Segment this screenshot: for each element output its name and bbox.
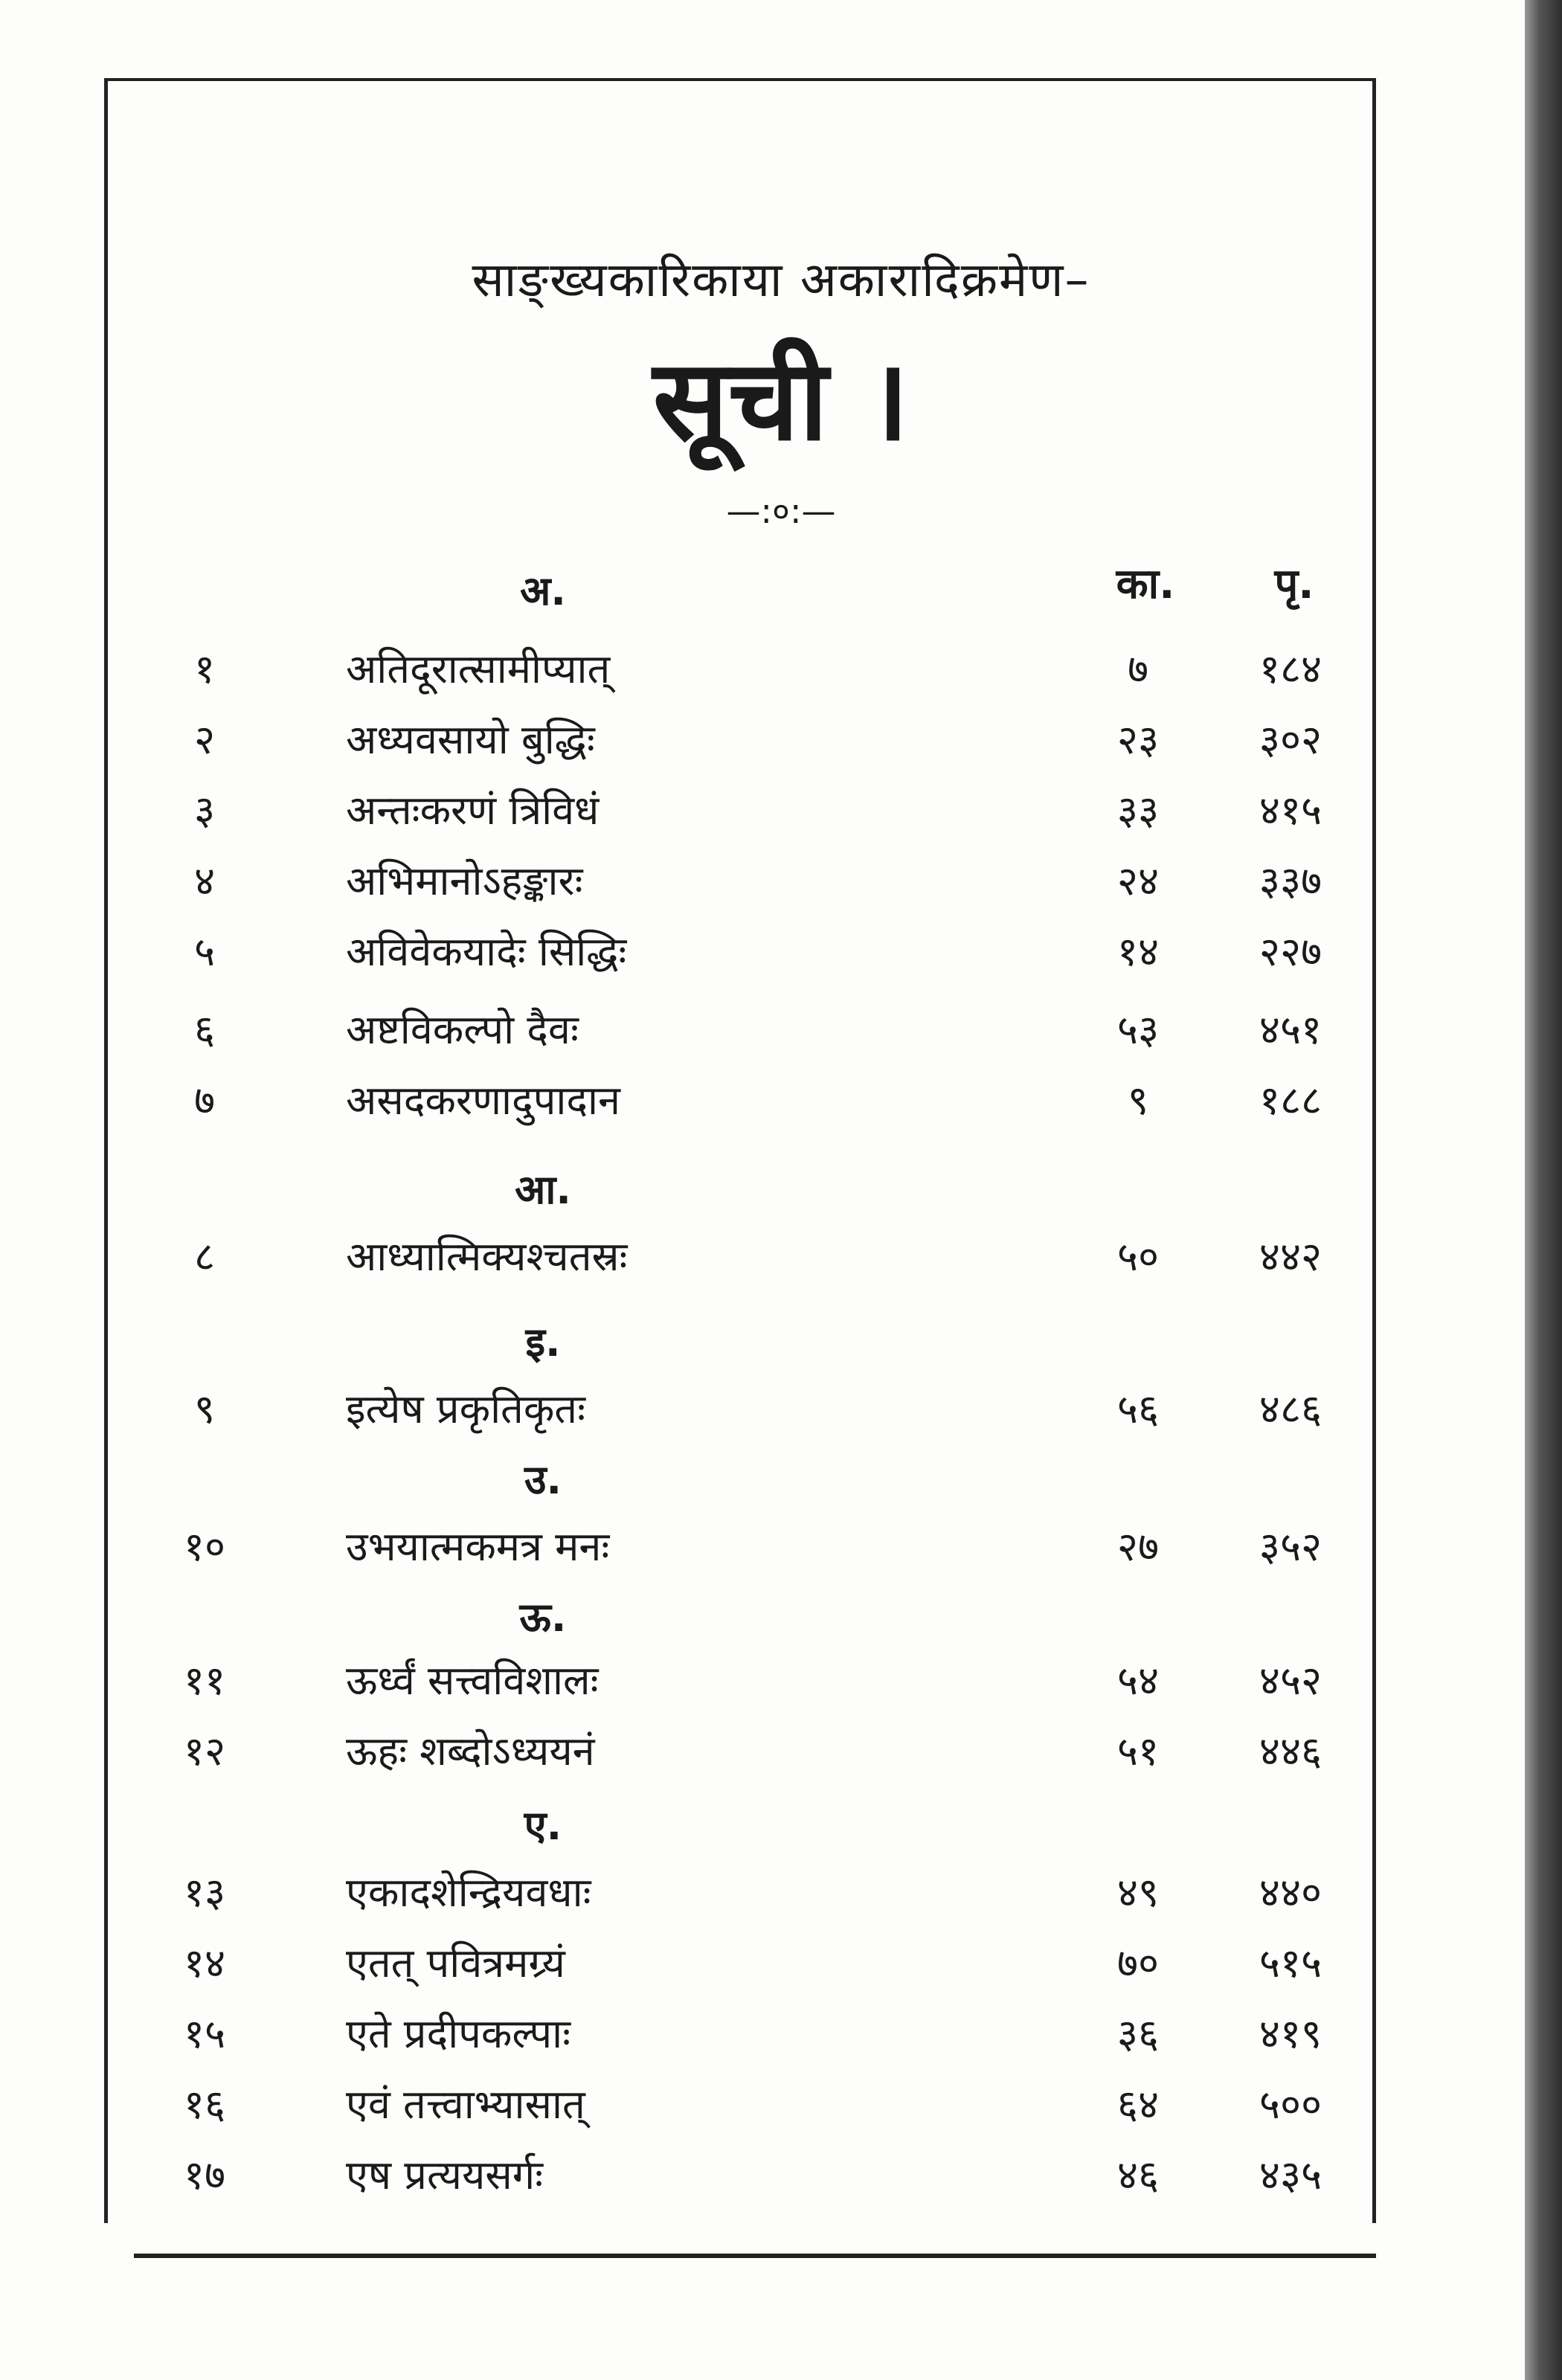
karika-number: ३६ xyxy=(1116,2010,1160,2057)
entry-number: ७ xyxy=(193,1077,216,1124)
index-row xyxy=(0,777,1562,844)
entry-text: अतिदूरात्सामीप्यात् xyxy=(346,646,611,692)
page-number: ४४२ xyxy=(1259,1233,1322,1280)
karika-number: ४६ xyxy=(1116,2152,1160,2199)
entry-text: एष प्रत्ययसर्गः xyxy=(346,2152,544,2199)
group-letter: ए. xyxy=(524,1802,562,1849)
ornamental-divider: —:०:— xyxy=(726,491,836,531)
page-number: ५१५ xyxy=(1259,1940,1322,1987)
entry-number: ११ xyxy=(183,1657,226,1704)
entry-text: एतत् पवित्रमग्र्यं xyxy=(346,1940,565,1987)
karika-number: ५० xyxy=(1116,1233,1160,1280)
entry-number: १७ xyxy=(183,2152,226,2199)
karika-number: ५६ xyxy=(1116,1386,1160,1432)
index-row xyxy=(0,1376,1562,1443)
entry-number: १ xyxy=(193,646,216,692)
index-row xyxy=(0,1718,1562,1785)
index-row xyxy=(0,848,1562,915)
page-number: ३३७ xyxy=(1259,858,1322,904)
karika-number: ४९ xyxy=(1116,1869,1160,1916)
page-number: ३०२ xyxy=(1259,716,1322,763)
karika-number: ५३ xyxy=(1116,1006,1160,1053)
group-letter: आ. xyxy=(515,1166,571,1213)
karika-number: ५४ xyxy=(1116,1657,1160,1704)
page-number: १८४ xyxy=(1259,646,1322,692)
karika-number: ५१ xyxy=(1116,1728,1160,1775)
entry-number: १४ xyxy=(183,1940,226,1987)
page-number: ४४० xyxy=(1259,1869,1322,1916)
page-number: ५०० xyxy=(1259,2081,1322,2128)
karika-number: ६४ xyxy=(1116,2081,1160,2128)
entry-number: १३ xyxy=(183,1869,226,1916)
entry-text: अविवेकयादेः सिद्धिः xyxy=(346,928,627,975)
group-letter: इ. xyxy=(525,1319,561,1366)
index-subtitle: साङ्ख्यकारिकाया अकारादिक्रमेण– xyxy=(472,253,1090,308)
karika-number: ९ xyxy=(1127,1077,1149,1124)
index-row xyxy=(0,2001,1562,2068)
page-number: १८८ xyxy=(1259,1077,1322,1124)
entry-number: ४ xyxy=(193,858,216,904)
entry-number: ३ xyxy=(193,787,216,834)
karika-number: ७० xyxy=(1116,1940,1160,1987)
entry-text: एवं तत्त्वाभ्यासात् xyxy=(346,2081,585,2128)
index-row xyxy=(0,2142,1562,2209)
entry-number: १६ xyxy=(183,2081,226,2128)
letter-group-heading xyxy=(0,1447,1562,1514)
entry-text: उभयात्मकमत्र मनः xyxy=(346,1523,610,1570)
index-row xyxy=(0,1930,1562,1997)
entry-number: २ xyxy=(193,716,216,763)
group-letter: अ. xyxy=(520,567,566,614)
karika-number: २४ xyxy=(1116,858,1160,904)
group-letter: उ. xyxy=(524,1456,562,1503)
index-row xyxy=(0,919,1562,985)
column-header-karika: का. xyxy=(1116,560,1175,608)
page-number: ३५२ xyxy=(1259,1523,1322,1570)
entry-text: अभिमानोऽहङ्कारः xyxy=(346,858,583,904)
entry-number: १२ xyxy=(183,1728,226,1775)
page-number: ४५१ xyxy=(1259,1006,1322,1053)
page-number: ४३५ xyxy=(1259,2152,1322,2199)
index-row xyxy=(0,1067,1562,1134)
page-number: ४४६ xyxy=(1259,1728,1322,1775)
entry-text: ऊहः शब्दोऽध्ययनं xyxy=(346,1728,595,1775)
karika-number: १४ xyxy=(1116,928,1160,975)
group-letter: ऊ. xyxy=(519,1594,567,1641)
karika-number: २३ xyxy=(1116,716,1160,763)
entry-number: ६ xyxy=(193,1006,216,1053)
entry-number: ८ xyxy=(193,1233,216,1280)
entry-text: एते प्रदीपकल्पाः xyxy=(346,2010,571,2057)
letter-group-heading xyxy=(0,1309,1562,1376)
entry-number: ९ xyxy=(193,1386,216,1432)
letter-group-heading xyxy=(0,1584,1562,1651)
index-row xyxy=(0,1514,1562,1580)
page-number: ४५२ xyxy=(1259,1657,1322,1704)
index-row xyxy=(0,636,1562,703)
index-row xyxy=(0,2071,1562,2138)
karika-number: २७ xyxy=(1116,1523,1160,1570)
entry-number: १० xyxy=(183,1523,226,1570)
karika-number: ७ xyxy=(1127,646,1149,692)
page-number: ४८६ xyxy=(1259,1386,1322,1432)
entry-text: ऊर्ध्वं सत्त्वविशालः xyxy=(346,1657,599,1704)
letter-group-heading xyxy=(0,1792,1562,1859)
entry-text: आध्यात्मिक्यश्चतस्रः xyxy=(346,1233,628,1280)
index-row xyxy=(0,707,1562,774)
index-row xyxy=(0,1859,1562,1926)
entry-number: ५ xyxy=(193,928,216,975)
column-header-page: पृ. xyxy=(1274,560,1314,608)
entry-text: एकादशेन्द्रियवधाः xyxy=(346,1869,591,1916)
page-number: ४१९ xyxy=(1259,2010,1322,2057)
index-row xyxy=(0,1647,1562,1714)
entry-text: असदकरणादुपादान xyxy=(346,1077,620,1124)
index-title: सूची । xyxy=(652,336,910,466)
page-number: ४१५ xyxy=(1259,787,1322,834)
entry-text: अन्तःकरणं त्रिविधं xyxy=(346,787,600,834)
index-row xyxy=(0,1223,1562,1290)
karika-number: ३३ xyxy=(1116,787,1160,834)
entry-text: अष्टविकल्पो दैवः xyxy=(346,1006,579,1053)
entry-text: इत्येष प्रकृतिकृतः xyxy=(346,1386,585,1432)
entry-number: १५ xyxy=(183,2010,226,2057)
letter-group-heading xyxy=(0,1157,1562,1223)
letter-group-heading xyxy=(0,558,1562,625)
entry-text: अध्यवसायो बुद्धिः xyxy=(346,716,595,763)
index-row xyxy=(0,997,1562,1064)
page-number: २२७ xyxy=(1259,928,1322,975)
